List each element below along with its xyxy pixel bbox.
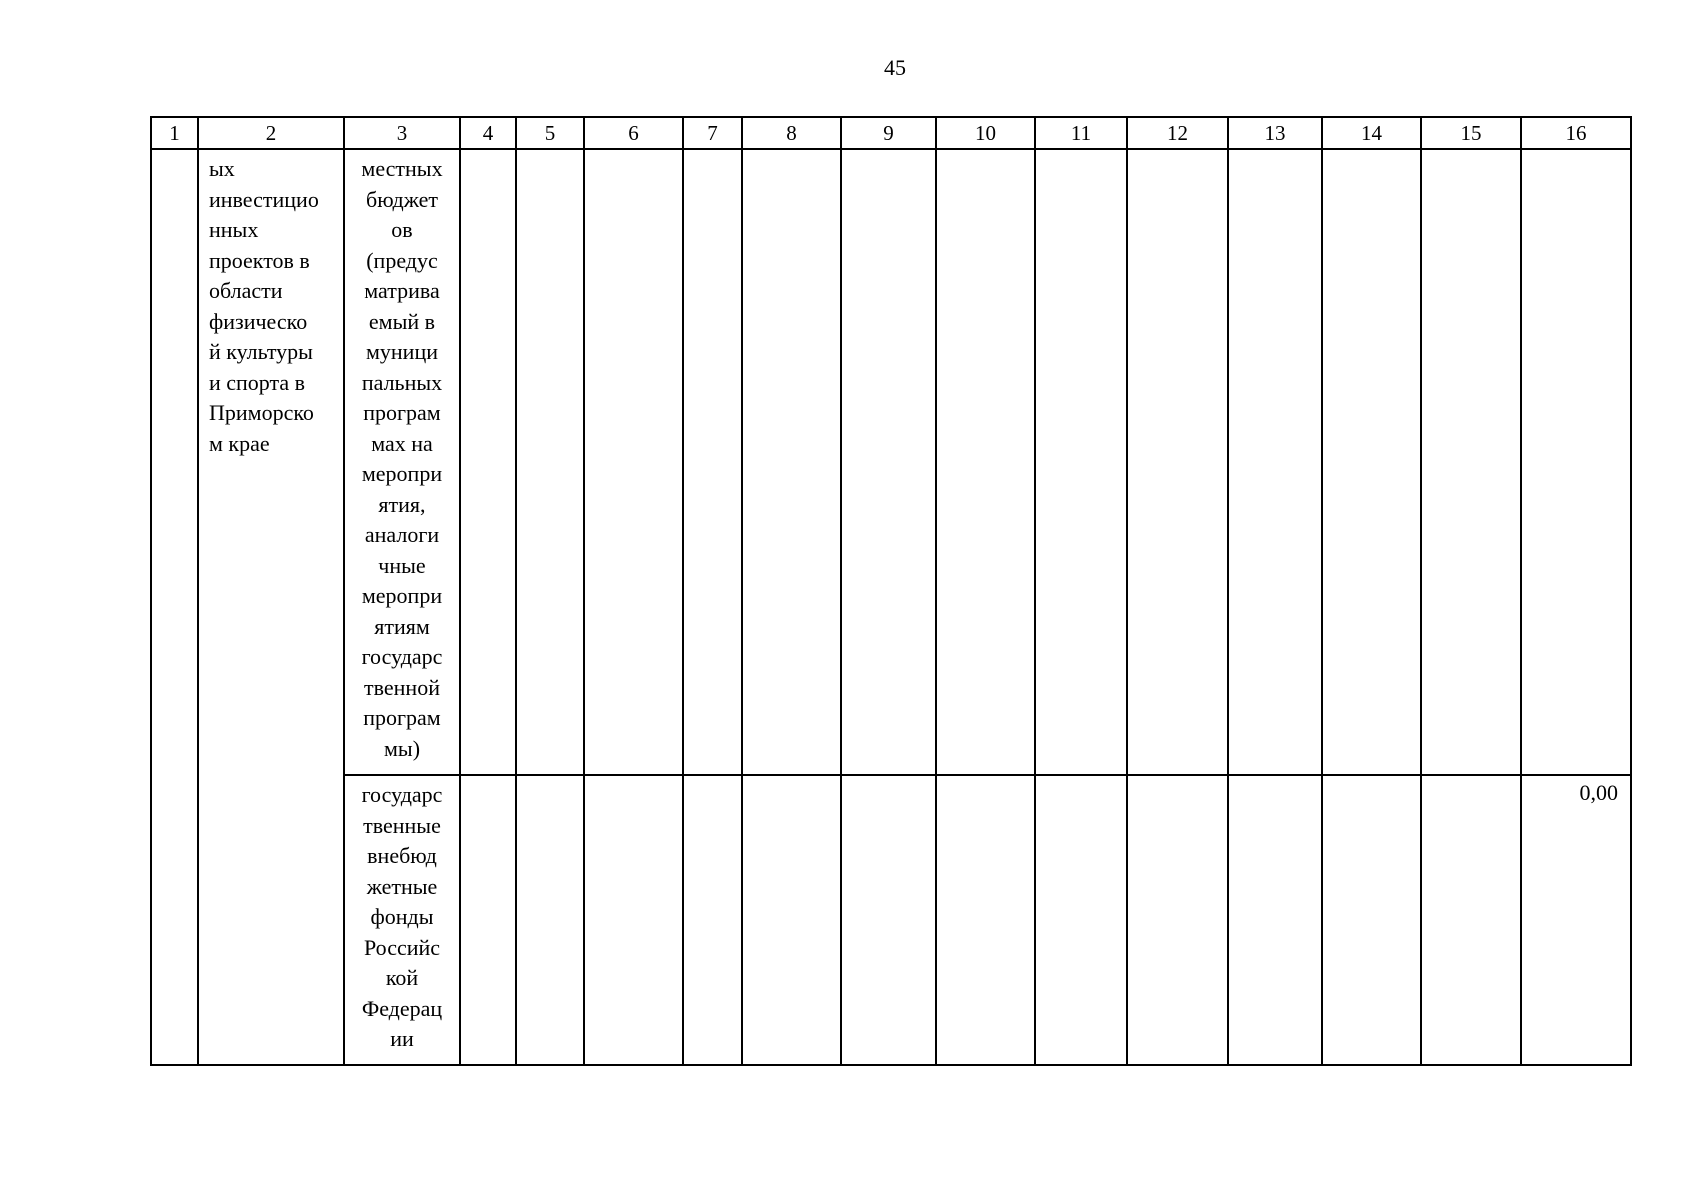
table-cell [1421,149,1521,775]
header-cell: 16 [1521,117,1631,149]
table-cell [1035,149,1127,775]
table-cell [1228,149,1322,775]
header-cell: 12 [1127,117,1228,149]
table-cell [1127,775,1228,1065]
table-cell [516,149,584,775]
table-cell [1322,149,1421,775]
table-cell [936,775,1035,1065]
col16-cell [1521,775,1631,1065]
header-cell: 6 [584,117,683,149]
table-row [151,775,1631,1065]
header-cell: 14 [1322,117,1421,149]
table-cell [683,149,742,775]
funding-source-label: государс твенные внебюд жетные фонды Российс кой Федерац ии [361,782,443,1051]
table-cell [1228,775,1322,1065]
table-cell [1127,149,1228,775]
table-cell [841,149,936,775]
header-cell: 9 [841,117,936,149]
table-cell [742,149,841,775]
col2-cell [198,149,344,1065]
funding-source-label: местных бюджет ов (предус матрива емый в муници пальных програм мах на меропри ятия, аналоги чные меропри ятиям государс твенной програм мы) [361,156,443,761]
header-cell: 2 [198,117,344,149]
table-cell [1421,775,1521,1065]
table-cell [683,775,742,1065]
table-cell [1035,775,1127,1065]
project-description: ых инвестицио нных проектов в области физическо й культуры и спорта в Приморско м крае [209,156,319,456]
header-cell: 8 [742,117,841,149]
budget-table [150,116,1632,1066]
page-number: 45 [884,55,906,80]
header-cell: 13 [1228,117,1322,149]
header-cell: 1 [151,117,198,149]
col16-cell [1521,149,1631,775]
table-cell [841,775,936,1065]
table-cell [460,775,516,1065]
table-cell [460,149,516,775]
col1-cell [151,149,198,1065]
table-row [151,149,1631,775]
col3-cell [344,149,460,775]
table-cell [1322,775,1421,1065]
header-cell: 10 [936,117,1035,149]
table-header-row [151,117,1631,149]
table-cell [584,149,683,775]
header-cell: 15 [1421,117,1521,149]
header-cell: 4 [460,117,516,149]
header-cell: 5 [516,117,584,149]
table-cell [742,775,841,1065]
col3-cell [344,775,460,1065]
total-value: 0,00 [1579,780,1618,805]
header-cell: 11 [1035,117,1127,149]
header-cell: 7 [683,117,742,149]
table-cell [516,775,584,1065]
table-cell [584,775,683,1065]
header-cell: 3 [344,117,460,149]
total-value [1522,150,1630,152]
table-cell [936,149,1035,775]
